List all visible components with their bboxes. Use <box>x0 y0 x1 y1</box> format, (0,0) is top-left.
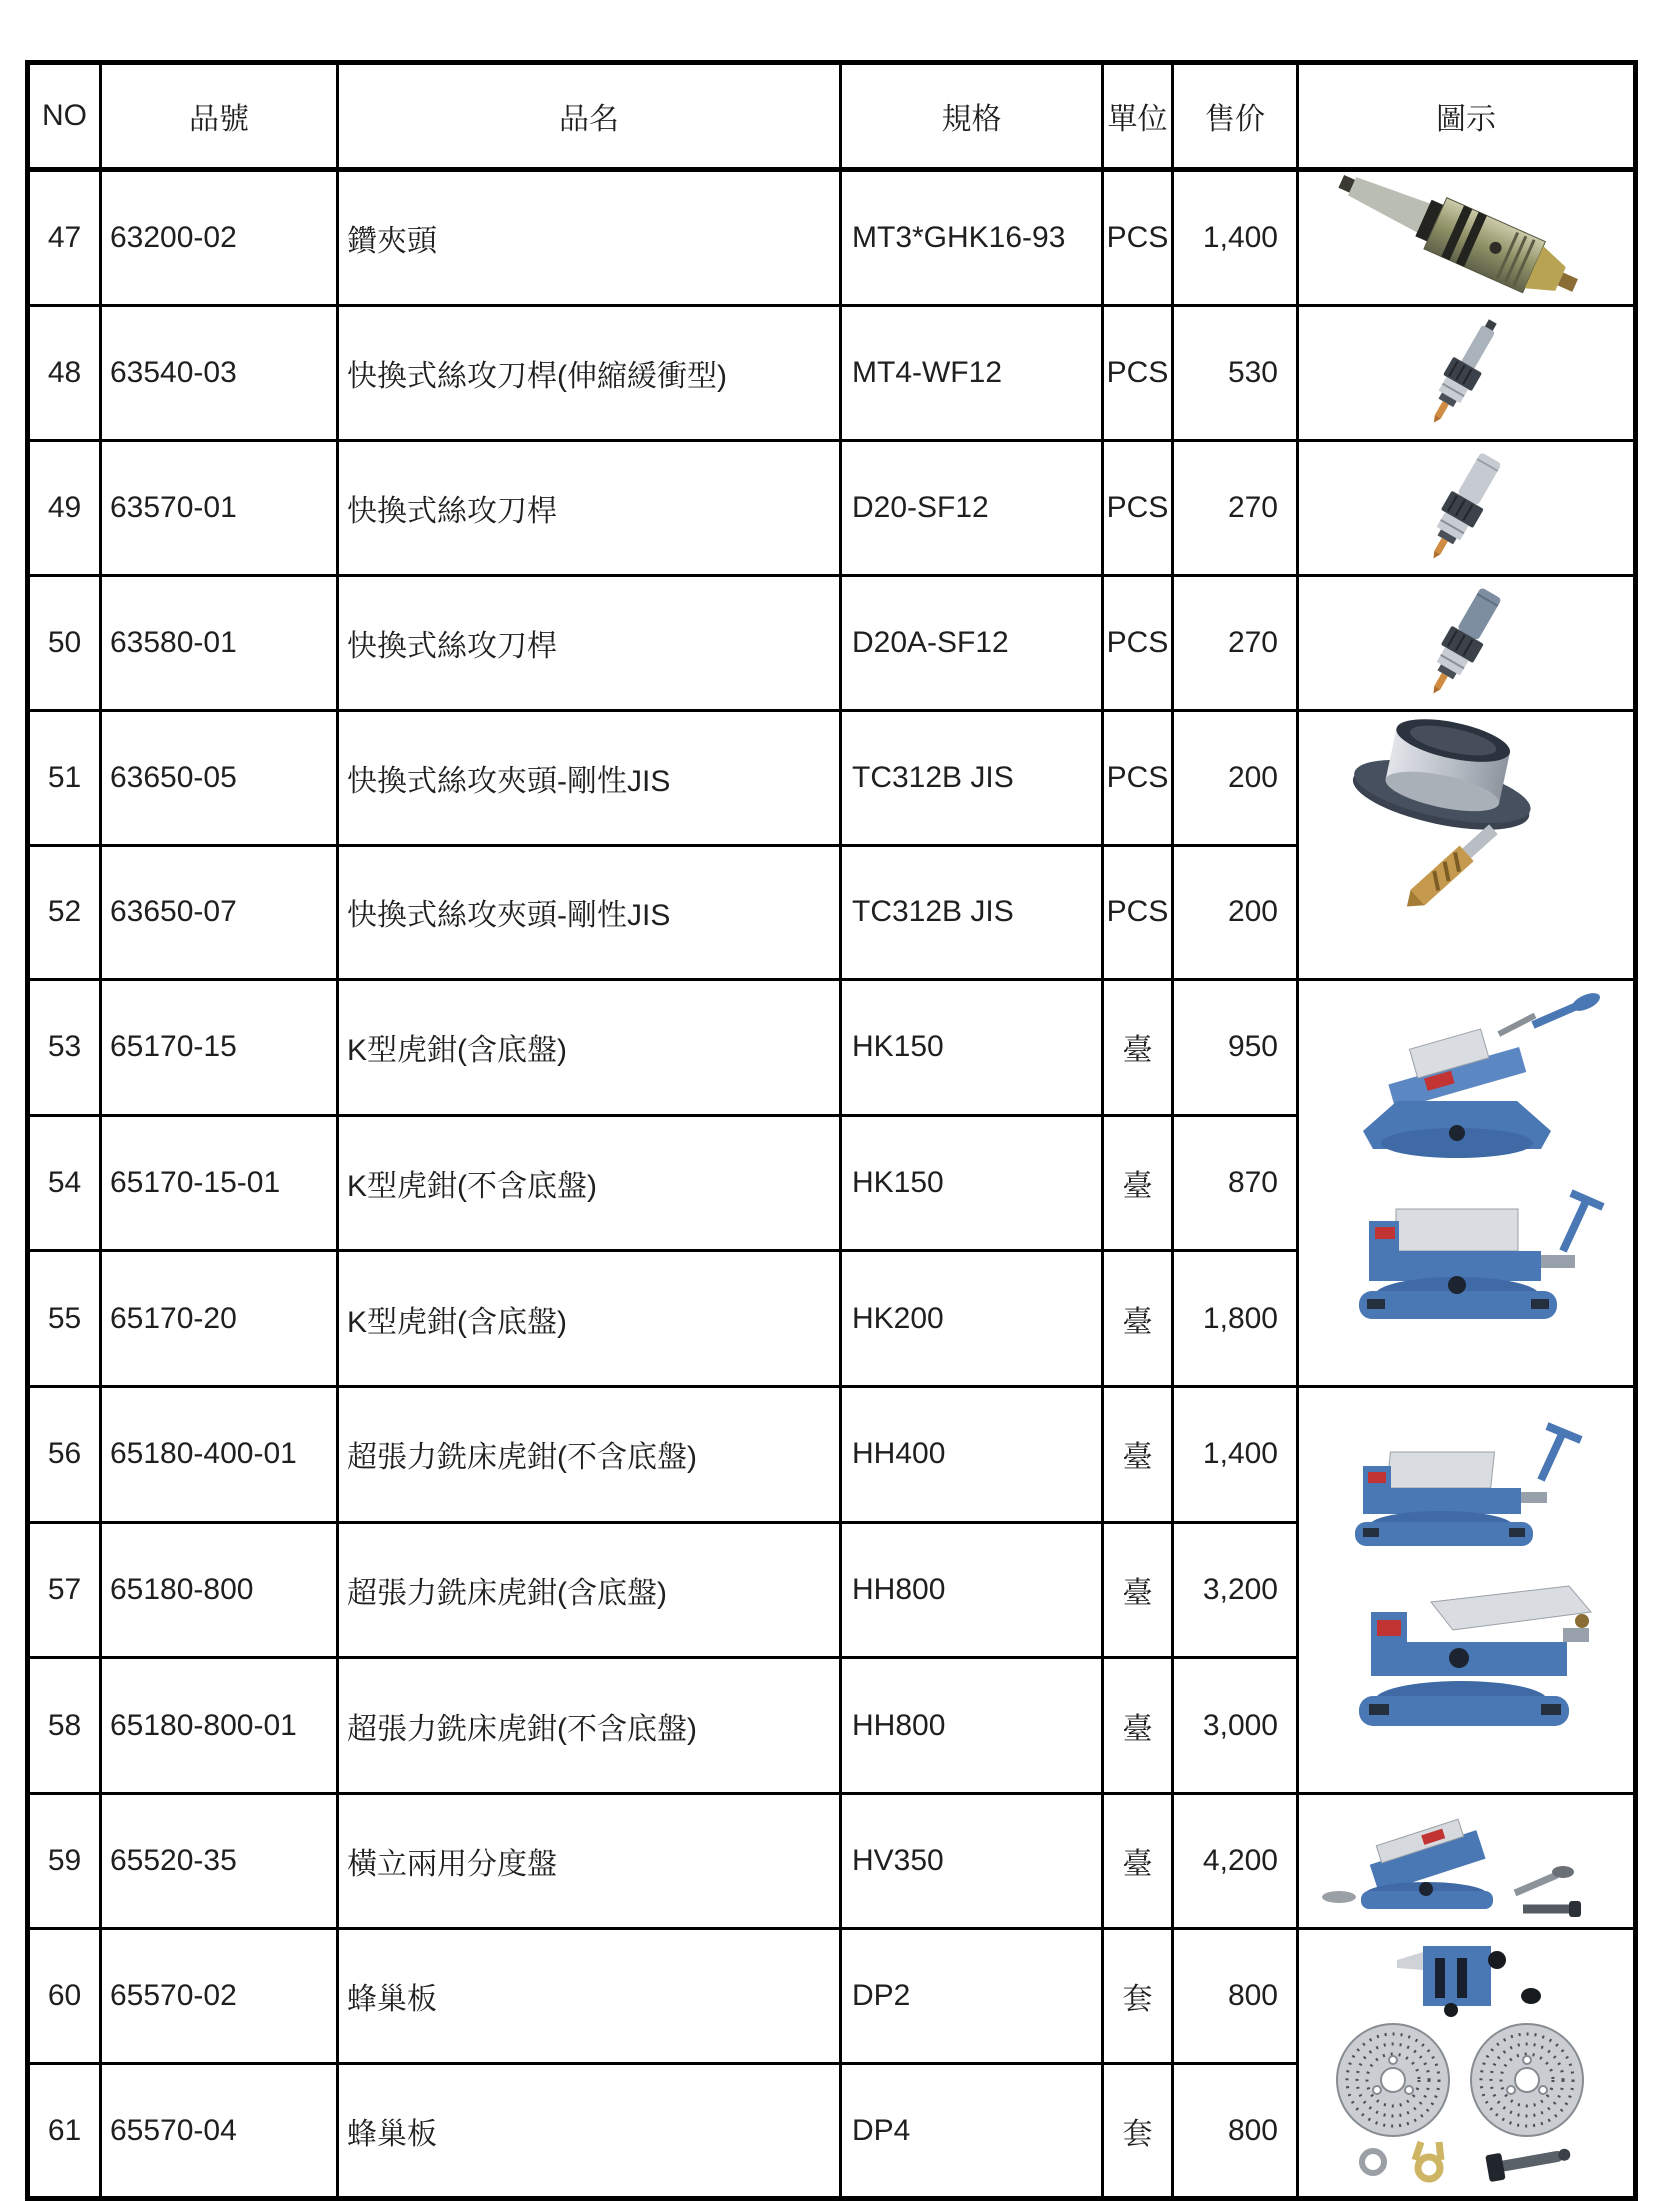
cell-unit: 臺 <box>1103 1115 1173 1251</box>
cell-price: 4,200 <box>1173 1794 1298 1929</box>
cell-spec: DP2 <box>841 1929 1103 2064</box>
cell-no: 49 <box>28 441 101 576</box>
k-vise <box>1359 1193 1603 1319</box>
cell-no: 54 <box>28 1115 101 1251</box>
cell-spec: HH800 <box>841 1658 1103 1794</box>
cell-photo <box>1298 576 1636 711</box>
drill-chuck-photo <box>1301 174 1631 302</box>
cell-code: 65180-800-01 <box>101 1658 338 1794</box>
cell-unit: 套 <box>1103 1929 1173 2064</box>
cell-unit: PCS <box>1103 306 1173 441</box>
tap-holder-mt4-photo <box>1301 309 1631 437</box>
cell-no: 59 <box>28 1794 101 1929</box>
accessories <box>1362 2141 1573 2182</box>
cell-name: 快換式絲攻夾頭-剛性JIS <box>338 711 841 846</box>
cell-price: 3,200 <box>1173 1522 1298 1658</box>
cell-no: 61 <box>28 2064 101 2199</box>
cell-name: 超張力銑床虎鉗(含底盤) <box>338 1522 841 1658</box>
cell-price: 1,400 <box>1173 170 1298 306</box>
cell-spec: TC312B JIS <box>841 845 1103 980</box>
table-row <box>28 170 1636 306</box>
cell-unit: 臺 <box>1103 1251 1173 1387</box>
cell-no: 60 <box>28 1929 101 2064</box>
cell-price: 270 <box>1173 441 1298 576</box>
cell-photo <box>1298 711 1636 980</box>
tailstock <box>1397 1946 1541 2017</box>
cell-code: 63650-07 <box>101 845 338 980</box>
tap-holder-d20-photo <box>1301 444 1631 572</box>
cell-spec: MT3*GHK16-93 <box>841 170 1103 306</box>
cell-code: 65180-400-01 <box>101 1387 338 1523</box>
cell-price: 270 <box>1173 576 1298 711</box>
cell-unit: PCS <box>1103 170 1173 306</box>
cell-unit: 臺 <box>1103 1522 1173 1658</box>
cell-unit: PCS <box>1103 441 1173 576</box>
index-plate-left <box>1337 2024 1449 2136</box>
cell-photo <box>1298 980 1636 1387</box>
cell-name: 快換式絲攻刀桿(伸縮緩衝型) <box>338 306 841 441</box>
cell-unit: 臺 <box>1103 980 1173 1116</box>
cell-price: 800 <box>1173 1929 1298 2064</box>
cell-no: 50 <box>28 576 101 711</box>
cell-price: 3,000 <box>1173 1658 1298 1794</box>
header-price: 售价 <box>1173 63 1298 170</box>
cell-spec: HK200 <box>841 1251 1103 1387</box>
cell-price: 200 <box>1173 711 1298 846</box>
lower-milling-vise <box>1359 1586 1591 1726</box>
table-row <box>28 1929 1636 2064</box>
cell-code: 63580-01 <box>101 576 338 711</box>
tap-chuck-photo <box>1301 714 1631 976</box>
cell-no: 57 <box>28 1522 101 1658</box>
product-price-table <box>25 60 1638 2201</box>
cell-price: 800 <box>1173 2064 1298 2199</box>
cell-name: 鑽夾頭 <box>338 170 841 306</box>
cell-photo <box>1298 306 1636 441</box>
tilting-vise <box>1363 990 1603 1158</box>
cell-name: K型虎鉗(含底盤) <box>338 1251 841 1387</box>
cell-no: 58 <box>28 1658 101 1794</box>
cell-spec: HH800 <box>841 1522 1103 1658</box>
table-row <box>28 711 1636 846</box>
milling-vises-photo <box>1301 1390 1631 1790</box>
cell-code: 65570-04 <box>101 2064 338 2199</box>
cell-code: 65170-15 <box>101 980 338 1116</box>
cell-photo <box>1298 1794 1636 1929</box>
cell-name: 快換式絲攻夾頭-剛性JIS <box>338 845 841 980</box>
header-spec: 規格 <box>841 63 1103 170</box>
table-row <box>28 1387 1636 1523</box>
cell-code: 63570-01 <box>101 441 338 576</box>
cell-code: 65170-20 <box>101 1251 338 1387</box>
cell-price: 1,400 <box>1173 1387 1298 1523</box>
cell-unit: 套 <box>1103 2064 1173 2199</box>
cell-spec: D20-SF12 <box>841 441 1103 576</box>
cell-unit: 臺 <box>1103 1794 1173 1929</box>
cell-spec: D20A-SF12 <box>841 576 1103 711</box>
cell-name: 超張力銑床虎鉗(不含底盤) <box>338 1387 841 1523</box>
dividing-head-photo <box>1301 1797 1631 1925</box>
header-row <box>28 63 1636 170</box>
cell-price: 1,800 <box>1173 1251 1298 1387</box>
dividing-plates-set-photo <box>1301 1932 1631 2194</box>
cell-spec: HK150 <box>841 1115 1103 1251</box>
cell-unit: 臺 <box>1103 1387 1173 1523</box>
header-no: NO <box>28 63 101 170</box>
cell-code: 63540-03 <box>101 306 338 441</box>
cell-photo <box>1298 1387 1636 1794</box>
header-unit: 單位 <box>1103 63 1173 170</box>
cell-unit: PCS <box>1103 576 1173 711</box>
k-type-vises-photo <box>1301 983 1631 1383</box>
header-name: 品名 <box>338 63 841 170</box>
cell-code: 65570-02 <box>101 1929 338 2064</box>
cell-name: K型虎鉗(含底盤) <box>338 980 841 1116</box>
cell-code: 65170-15-01 <box>101 1115 338 1251</box>
cell-unit: 臺 <box>1103 1658 1173 1794</box>
cell-price: 200 <box>1173 845 1298 980</box>
cell-code: 65180-800 <box>101 1522 338 1658</box>
table-row <box>28 576 1636 711</box>
cell-price: 950 <box>1173 980 1298 1116</box>
cell-name: 蜂巢板 <box>338 2064 841 2199</box>
cell-name: 橫立兩用分度盤 <box>338 1794 841 1929</box>
cell-spec: HV350 <box>841 1794 1103 1929</box>
cell-photo <box>1298 170 1636 306</box>
cell-name: 蜂巢板 <box>338 1929 841 2064</box>
cell-spec: TC312B JIS <box>841 711 1103 846</box>
tap-holder-d20a-photo <box>1301 579 1631 707</box>
upper-milling-vise <box>1355 1426 1581 1546</box>
cell-no: 53 <box>28 980 101 1116</box>
cell-name: K型虎鉗(不含底盤) <box>338 1115 841 1251</box>
cell-code: 63200-02 <box>101 170 338 306</box>
cell-spec: MT4-WF12 <box>841 306 1103 441</box>
table-row <box>28 441 1636 576</box>
cell-name: 超張力銑床虎鉗(不含底盤) <box>338 1658 841 1794</box>
cell-code: 65520-35 <box>101 1794 338 1929</box>
table-row <box>28 980 1636 1116</box>
cell-no: 55 <box>28 1251 101 1387</box>
cell-unit: PCS <box>1103 711 1173 846</box>
cell-name: 快換式絲攻刀桿 <box>338 441 841 576</box>
cell-price: 870 <box>1173 1115 1298 1251</box>
cell-name: 快換式絲攻刀桿 <box>338 576 841 711</box>
cell-spec: HH400 <box>841 1387 1103 1523</box>
cell-code: 63650-05 <box>101 711 338 846</box>
cell-no: 52 <box>28 845 101 980</box>
cell-no: 47 <box>28 170 101 306</box>
table-row <box>28 306 1636 441</box>
header-image: 圖示 <box>1298 63 1636 170</box>
cell-price: 530 <box>1173 306 1298 441</box>
cell-spec: DP4 <box>841 2064 1103 2199</box>
cell-unit: PCS <box>1103 845 1173 980</box>
cell-no: 51 <box>28 711 101 846</box>
index-plate-right <box>1471 2024 1583 2136</box>
cell-photo <box>1298 441 1636 576</box>
cell-no: 56 <box>28 1387 101 1523</box>
cell-photo <box>1298 1929 1636 2199</box>
cell-spec: HK150 <box>841 980 1103 1116</box>
header-code: 品號 <box>101 63 338 170</box>
cell-no: 48 <box>28 306 101 441</box>
table-row <box>28 1794 1636 1929</box>
